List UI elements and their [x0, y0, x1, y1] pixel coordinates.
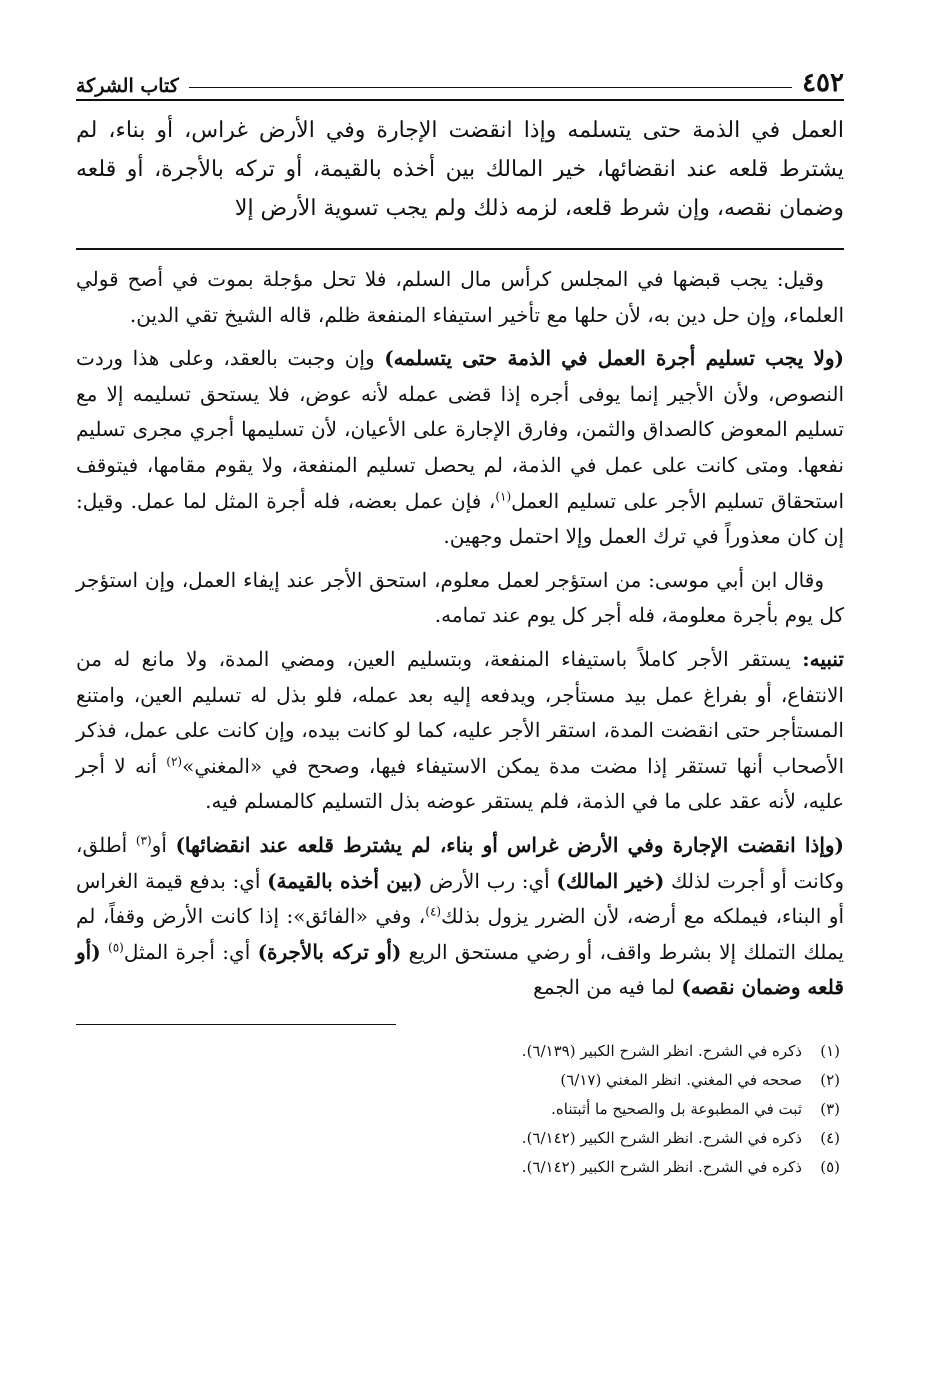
footnote-text: صححه في المغني. انظر المغني (٦/١٧) [560, 1070, 802, 1089]
commentary-text [101, 940, 108, 964]
commentary-text: أو [151, 832, 176, 857]
footnote-text: ذكره في الشرح. انظر الشرح الكبير (٦/١٣٩). [521, 1041, 802, 1060]
commentary-paragraph-2 [76, 341, 844, 555]
commentary-paragraph-1: وقيل: يجب قبضها في المجلس كرأس مال السلم، فلا تحل مؤجلة بموت في أصح قولي العلماء، وإن حل دين به، لأن حلها مع تأخير استيفاء المنفعة ظلم، قاله الشيخ تقي الدين. [76, 267, 844, 327]
commentary-text: يستقر الأجر كاملاً باستيفاء المنفعة، وبتسليم العين، ومضي المدة، ولا مانع له من الانتفاع، أو بفراغ عمل بيد مستأجر، ويدفعه إليه بعد عمله، فلو بذل له تسليم العين، وامتنع المستأجر حتى انقضت المدة، استقر الأجر عليه، كما لو كانت بيده، وإن كانت على عمل، فذكر الأصحاب أنها تستقر إذا مضت مدة يمكن الاستيفاء فيها، وصحح في «المغني» [76, 646, 844, 778]
matn-separator [76, 248, 844, 250]
matn-quote: (وإذا انقضت الإجارة وفي الأرض غراس أو بناء، لم يشترط قلعه عند انقضائها) [175, 832, 845, 857]
footnote [76, 1124, 840, 1153]
commentary-text: ، فإن عمل بعضه، فله أجرة المثل لما عمل. وقيل: إن كان معذوراً في ترك العمل وإلا احتمل وجهين. [76, 488, 844, 549]
footnote-text: ذكره في الشرح. انظر الشرح الكبير (٦/١٤٢). [521, 1128, 802, 1147]
commentary-text: وإن وجبت بالعقد، وعلى هذا وردت النصوص، ولأن الأجير إنما يوفى أجره إذا قضى عمله لأنه عوض، فلا يستحق تسليمه إلا مع تسليم المعوض كالصداق والثمن، وفارق الإجارة على الأعيان، لأن تسليمها أجري مجرى تسليم نفعها. ومتى كانت على عمل في الذمة، لم يحصل تسليم المنفعة، ولا يقوم مقامها، فيتوقف استحقاق تسليم الأجر على تسليم العمل [76, 346, 845, 513]
note-label: تنبيه: [802, 646, 844, 671]
commentary-paragraph-4 [76, 642, 844, 820]
footnote-ref-1[interactable]: (١) [495, 488, 512, 503]
commentary-text: أطلق، وكانت أو أجرت لذلك [76, 832, 844, 893]
matn-quote: (ولا يجب تسليم أجرة العمل في الذمة حتى يتسلمه) [384, 346, 844, 371]
footnote-ref-3[interactable]: (٣) [135, 833, 152, 848]
commentary-text: أي: رب الأرض [422, 868, 557, 893]
commentary-text: لما فيه من الجمع [533, 975, 682, 1000]
footnotes [76, 1037, 844, 1182]
book-title: كتاب الشركة [76, 75, 179, 97]
page-number: ٤٥٢ [802, 68, 844, 98]
footnote [76, 1153, 840, 1182]
matn-quote: (خير المالك) [556, 868, 665, 893]
commentary-text: ، وفي «الفائق»: إذا كانت الأرض وقفاً، لم يملك التملك إلا بشرط واقف، أو رضي مستحق الريع [76, 904, 844, 964]
footnote-number: (٣) [820, 1099, 840, 1118]
matn-text: العمل في الذمة حتى يتسلمه وإذا انقضت الإجارة وفي الأرض غراس، أو بناء، لم يشترط قلعه عند انقضائها، خير المالك بين أخذه بالقيمة، أو تركه بالأجرة، أو قلعه وضمان نقصه، وإن شرط قلعه، لزمه ذلك ولم يجب تسوية الأرض إلا [76, 118, 845, 221]
footnote [76, 1066, 840, 1095]
running-header [76, 56, 844, 101]
footnote-number: (١) [820, 1041, 840, 1060]
matn-quote: (بين أخذه بالقيمة) [267, 868, 423, 893]
commentary-paragraph-3: وقال ابن أبي موسى: من استؤجر لعمل معلوم، استحق الأجر عند إيفاء العمل، وإن استؤجر كل يوم بأجرة معلومة، فله أجر كل يوم عند تمامه. [76, 567, 844, 628]
commentary [76, 262, 844, 1006]
footnote-number: (٤) [820, 1128, 840, 1147]
matn-quote: (أو تركه بالأجرة) [257, 939, 402, 964]
footnote-ref-4[interactable]: (٤) [425, 904, 442, 919]
commentary-text: أنه لا أجر عليه، لأنه عقد على ما في الذمة، فلم يستقر عوضه بذل التسليم كالمسلم فيه. [76, 753, 844, 814]
footnote-ref-5[interactable]: (٥) [108, 940, 124, 955]
header-rule [189, 87, 792, 88]
footnote-ref-2[interactable]: (٢) [166, 754, 183, 769]
commentary-paragraph-5 [76, 828, 844, 1006]
footnote [76, 1037, 840, 1066]
book-page [76, 56, 844, 1356]
footnote [76, 1095, 840, 1124]
commentary-text: أي: أجرة المثل [123, 939, 258, 964]
footnote-number: (٥) [820, 1157, 840, 1176]
matn-quote: (أو قلعه وضمان نقصه) [76, 939, 844, 1000]
footnote-text: ذكره في الشرح. انظر الشرح الكبير (٦/١٤٢). [521, 1157, 802, 1176]
footnote-number: (٢) [820, 1070, 840, 1089]
footnote-separator [76, 1024, 396, 1025]
commentary-text: أي: بدفع قيمة الغراس أو البناء، فيملكه مع أرضه، لأن الضرر يزول بذلك [76, 868, 844, 929]
footnote-text: ثبت في المطبوعة بل والصحيح ما أثبتناه. [551, 1099, 802, 1118]
